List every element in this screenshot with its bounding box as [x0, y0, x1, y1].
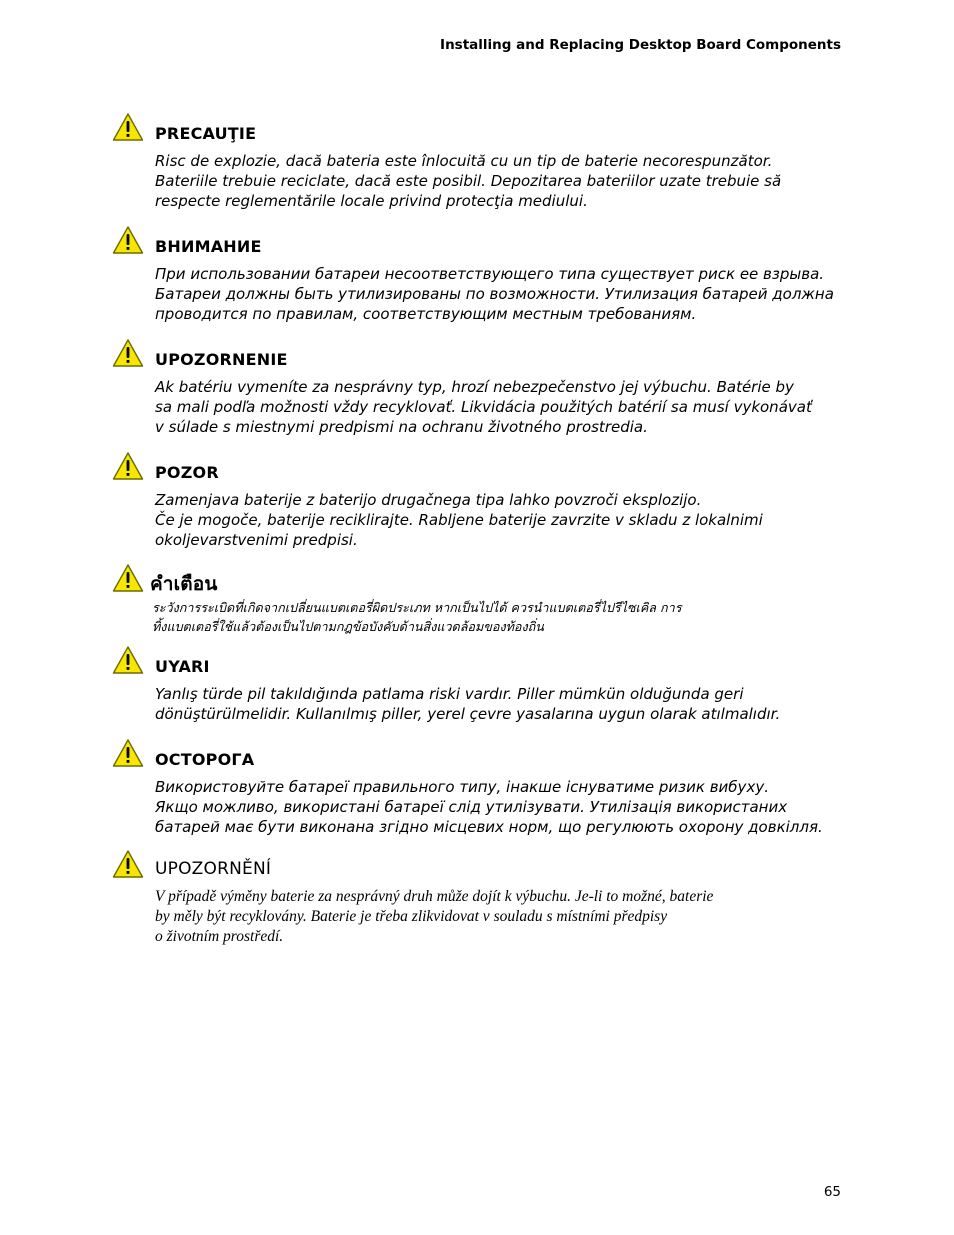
warning-triangle-icon	[112, 738, 144, 768]
warning-title: ВНИМАНИЕ	[155, 237, 262, 256]
warning-text: Yanlış türde pil takıldığında patlama riski vardır. Piller mümkün olduğunda geri dönüştürülmelidir. Kullanılmış piller, yerel çevre yasalarına uygun olarak atılmalıdır.	[155, 685, 781, 724]
page-header: Installing and Replacing Desktop Board Components	[440, 37, 841, 53]
warning-text: Risc de explozie, dacă bateria este înlocuită cu un tip de baterie necorespunzător. Bateriile trebuie reciclate, dacă este posibil. Depozitarea bateriilor uzate trebuie să respecte reglementările locale privind protecţia mediului.	[155, 152, 782, 211]
warning-triangle-icon	[112, 563, 144, 593]
warning-text: V případě výměny baterie za nesprávný druh může dojít k výbuchu. Je-li to možné, baterie by měly být recyklovány. Baterie je třeba zlikvidovat v souladu s místními předpisy o životním prostředí.	[155, 888, 714, 946]
warning-text: Zamenjava baterije z baterijo drugačnega tipa lahko povzroči eksplozijo. Če je mogoče, baterije reciklirajte. Rabljene baterije zavrzite v skladu z lokalnimi okoljevarstvenimi predpisi.	[155, 491, 763, 550]
warning-triangle-icon	[112, 849, 144, 879]
warning-title: PRECAUŢIE	[155, 124, 257, 143]
warning-text: ระวังการระเบิดที่เกิดจากเปลี่ยนแบตเตอรี่ผิดประเภท หากเป็นไปได้ ควรนำแบตเตอรี่ไปรีไซเคิล การ ทิ้งแบตเตอรี่ใช้แล้วต้องเป็นไปตามกฎข้อบังคับด้านสิ่งแวดล้อมของท้องถิ่น	[152, 600, 682, 634]
warning-title: POZOR	[155, 463, 219, 482]
warning-triangle-icon	[112, 451, 144, 481]
warning-text: Використовуйте батареї правильного типу, інакше існуватиме ризик вибуху. Якщо можливо, використані батареї слід утилізувати. Утилізація використаних батарей має бути виконана згідно місцевих норм, що регулюють охорону довкілля.	[155, 778, 823, 837]
warning-title: คำเตือน	[150, 573, 218, 595]
page-number: 65	[823, 1184, 841, 1200]
warning-triangle-icon	[112, 645, 144, 675]
warning-title: UPOZORNENIE	[155, 350, 288, 369]
warning-triangle-icon	[112, 225, 144, 255]
warning-triangle-icon	[112, 112, 144, 142]
warning-title: ОСТОРОГА	[155, 750, 255, 769]
warning-title: UYARI	[155, 657, 210, 676]
warning-text: Ak batériu vymeníte za nesprávny typ, hrozí nebezpečenstvo jej výbuchu. Batérie by sa mali podľa možnosti vždy recyklovať. Likvidácia použitých batérií sa musí vykonávať v súlade s miestnymi predpismi na ochranu životného prostredia.	[155, 378, 812, 437]
warning-triangle-icon	[112, 338, 144, 368]
warning-text: При использовании батареи несоответствующего типа существует риск ее взрыва. Батареи должны быть утилизированы по возможности. Утилизация батарей должна проводится по правилам, соответствующим местным требованиям.	[155, 265, 834, 324]
warning-title: UPOZORNĚNÍ	[155, 859, 272, 879]
